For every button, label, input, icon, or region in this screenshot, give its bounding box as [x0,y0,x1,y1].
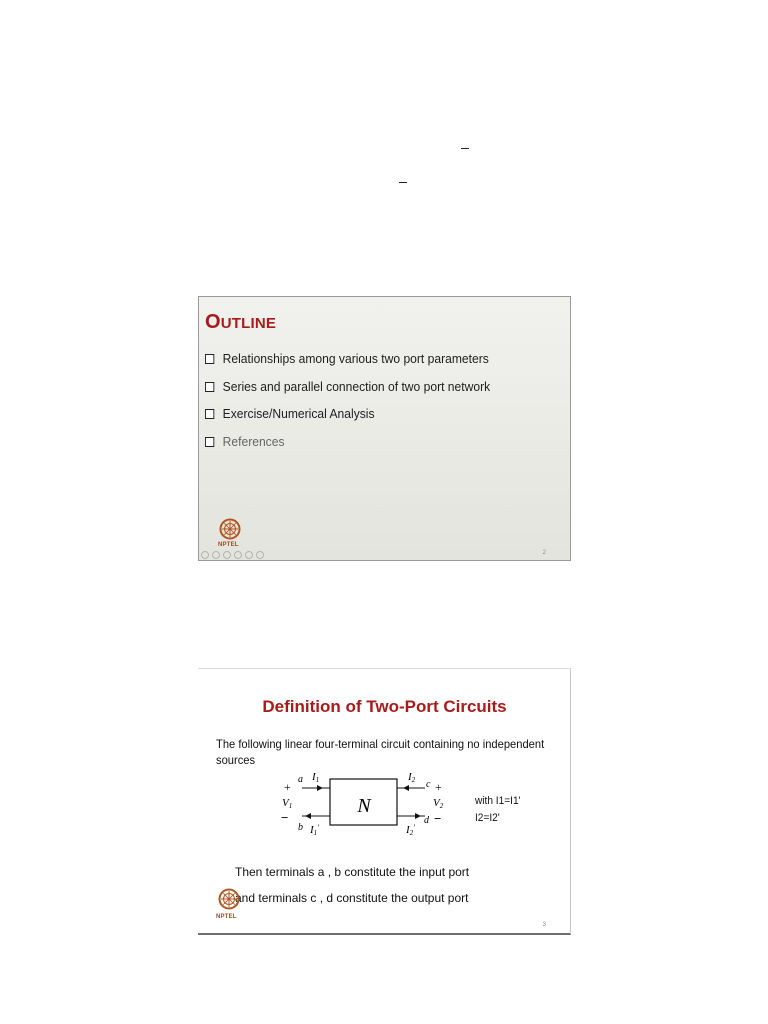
minus-right: − [434,811,442,826]
bullet-item: Exercise/Numerical Analysis [205,406,490,434]
minus-left: − [281,810,289,825]
intro-text: The following linear four-terminal circuit containing no independent sources [216,737,545,767]
checkbox-bullet-icon [205,382,214,392]
page-number: 2 [542,550,546,556]
nav-menu-icon[interactable] [234,551,242,559]
nav-zoom-icon[interactable] [245,551,253,559]
slide-title: Definition of Two-Port Circuits [262,697,507,716]
input-port-text: Then terminals a , b constitute the input port [235,865,470,879]
nav-pen-icon[interactable] [223,551,231,559]
nptel-logo-text: NPTEL [218,542,239,548]
network-label: N [357,795,371,817]
outline-slide [198,296,571,561]
condition-line-2: I2=I2' [475,812,500,824]
voltage-V1-label: V1 [282,797,293,810]
bullet-item: References [205,434,490,462]
bullet-item: Series and parallel connection of two port network [205,379,490,407]
condition-line-1: with I1=I1' [475,795,521,807]
terminal-d: d [424,815,429,826]
terminal-b: b [298,822,303,833]
nav-next-icon[interactable] [256,551,264,559]
nptel-logo-text: NPTEL [216,914,237,920]
terminal-c: c [426,779,431,790]
nav-prev-icon[interactable] [212,551,220,559]
voltage-V2-label: V2 [433,797,444,810]
page-number: 3 [542,922,546,928]
checkbox-bullet-icon [205,437,214,447]
slide-navigation-controls[interactable] [201,551,264,559]
current-I2-prime-label: I2' [406,823,415,837]
stray-dash-mark [399,182,407,183]
current-I1-label: I1 [312,771,320,784]
plus-right: + [435,780,442,794]
current-I1-prime-label: I1' [310,823,319,837]
checkbox-bullet-icon [205,409,214,419]
definition-slide [198,668,571,935]
bullet-list [205,351,512,461]
nav-first-icon[interactable] [201,551,209,559]
current-I2-label: I2 [408,771,416,784]
nptel-logo-icon [219,518,241,540]
stray-dash-mark [461,148,469,149]
output-port-text: and terminals c , d constitute the output port [235,891,469,905]
checkbox-bullet-icon [205,354,214,364]
bullet-item: Relationships among various two port parameters [205,351,490,379]
slide-title: OUTLINE [205,311,277,333]
plus-left: + [284,780,291,794]
terminal-a: a [298,774,303,785]
nptel-logo-icon [218,888,240,910]
